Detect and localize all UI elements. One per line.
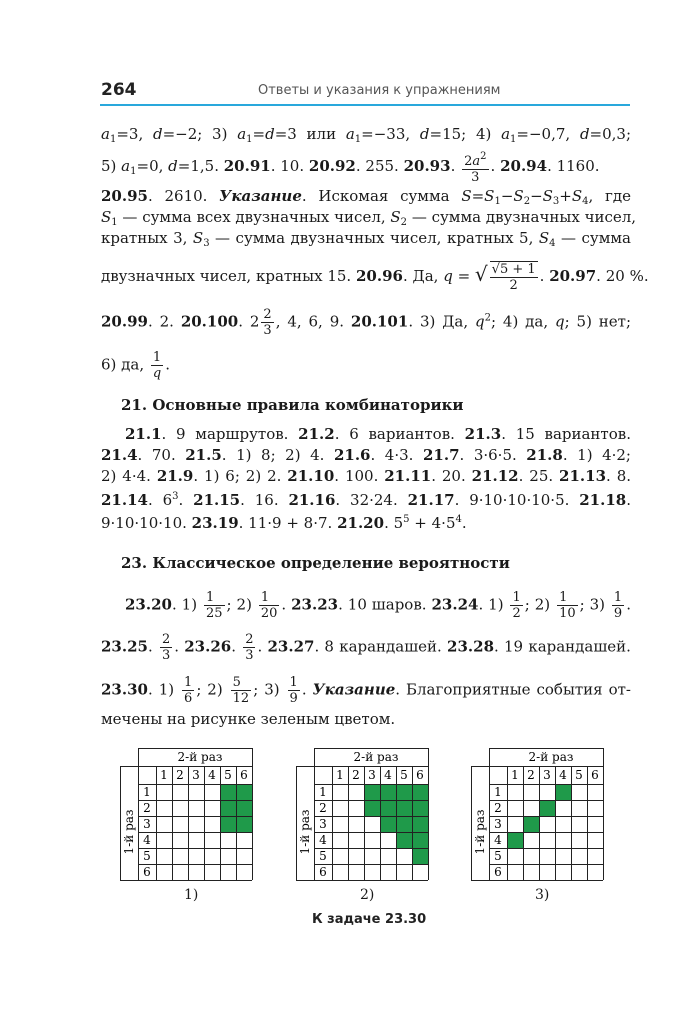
text-line: 23.20. 1) $\frac{1}{25}$ ; 2) $\frac{1}{20}$ . 23.23. 10 шаров. 23.24. 1) $\frac{1}{2}$ ; 2) $\frac{1}{10}$ ; 3) $\frac{1}{9}$ . [125,590,631,621]
row-number: 6 [494,865,502,879]
figure-label-1: 1) [184,887,199,903]
row-number: 2 [143,801,151,815]
row-number: 5 [494,849,502,863]
col-number: 2 [352,768,360,782]
text-line: кратных 3, $S_3$ — сумма двузначных чисел, кратных 5, $S_4$ — сумма [101,229,631,249]
row-header-label: 1-й раз [473,809,487,855]
favorable-cell [539,800,555,816]
figure-caption: К задаче 23.30 [312,912,427,927]
text-line: $S_1$ — сумма всех двузначных чисел, $S_2$ — сумма двузначных чисел, [101,208,637,228]
text-line: 6) да, $\frac{1}{q}$ . [101,350,170,381]
favorable-cell [396,832,412,848]
col-number: 1 [511,768,519,782]
row-number: 4 [143,833,151,847]
favorable-cell [364,800,380,816]
col-header-label: 2-й раз [528,750,574,764]
row-number: 1 [494,785,502,799]
page-number: 264 [101,80,137,100]
favorable-cell [396,816,412,832]
favorable-cell [380,784,396,800]
col-number: 6 [416,768,424,782]
text-line: 20.99. 2. 20.100. 2 $\frac{2}{3}$ , 4, 6, 9. 20.101. 3) Да, $q^2$; 4) да, q; 5) нет; [101,307,632,338]
row-number: 3 [494,817,502,831]
text-line: $a_1=3$, d=−2; 3) $a_1=d=3$ или $a_1=-33$, d=15; 4) $a_1=-0,7$, d=0,3; [101,125,632,145]
col-number: 3 [192,768,200,782]
running-header: Ответы и указания к упражнениям [258,83,501,98]
favorable-cell [380,816,396,832]
row-number: 4 [319,833,327,847]
row-header-label: 1-й раз [298,809,312,855]
text-line: 2) 4·4. 21.9. 1) 6; 2) 2. 21.10. 100. 21.11. 20. 21.12. 25. 21.13. 8. [101,467,632,485]
grid-3 [471,748,605,882]
col-number: 6 [591,768,599,782]
row-number: 2 [494,801,502,815]
col-header-label: 2-й раз [353,750,399,764]
col-number: 2 [176,768,184,782]
col-number: 5 [224,768,232,782]
col-number: 4 [559,768,567,782]
text-line: 21.1. 9 маршрутов. 21.2. 6 вариантов. 21.3. 15 вариантов. [125,425,631,443]
section-title-23: 23. Классическое определение вероятности [121,554,510,572]
favorable-cell [220,816,236,832]
header-rule [100,104,630,106]
favorable-cell [396,800,412,816]
col-number: 2 [527,768,535,782]
row-number: 3 [143,817,151,831]
favorable-cell [380,800,396,816]
col-header-label: 2-й раз [177,750,223,764]
row-number: 4 [494,833,502,847]
row-header-label: 1-й раз [122,809,136,855]
row-number: 1 [143,785,151,799]
text-line: 21.14. $6^3$. 21.15. 16. 21.16. 32·24. 21.17. 9·10·10·10·5. 21.18. [101,491,631,509]
col-number: 3 [543,768,551,782]
section-title-21: 21. Основные правила комбинаторики [121,396,464,414]
favorable-cell [555,784,571,800]
favorable-cell [396,784,412,800]
text-line: двузначных чисел, кратных 15. 20.96. Да, q = √ $\frac{√5 + 1}{2}$ . 20.97. 20 %. [101,262,649,293]
favorable-cell [412,816,428,832]
text-line: 23.30. 1) $\frac{1}{6}$ ; 2) $\frac{5}{12}$ ; 3) $\frac{1}{9}$ . Указание. Благоприятные события от- [101,675,631,706]
col-number: 3 [368,768,376,782]
col-number: 4 [208,768,216,782]
row-number: 3 [319,817,327,831]
favorable-cell [412,800,428,816]
favorable-cell [220,784,236,800]
text-line: 23.25. $\frac{2}{3}$ . 23.26. $\frac{2}{3}$ . 23.27. 8 карандашей. 23.28. 19 карандашей. [101,632,631,663]
outcome-grid-svg [296,748,430,882]
favorable-cell [236,784,252,800]
text-line: 20.95. 2610. Указание. Искомая сумма $S=S_1-S_2-S_3+S_4$, где [101,187,631,207]
row-number: 5 [143,849,151,863]
favorable-cell [412,848,428,864]
row-number: 5 [319,849,327,863]
favorable-cell [364,784,380,800]
favorable-cell [412,832,428,848]
row-number: 6 [143,865,151,879]
favorable-cell [523,816,539,832]
text-line: мечены на рисунке зеленым цветом. [101,710,396,728]
col-number: 5 [400,768,408,782]
outcome-grid-svg [120,748,254,882]
row-number: 2 [319,801,327,815]
text-line: 5) $a_1=0$, d=1,5. 20.91. 10. 20.92. 255. 20.93. $\frac{2a^2}{3}$ . 20.94. 1160. [101,151,600,185]
favorable-cell [507,832,523,848]
favorable-cell [236,816,252,832]
grid-2 [296,748,430,882]
col-number: 6 [240,768,248,782]
outcome-grid-svg [471,748,605,882]
col-number: 5 [575,768,583,782]
favorable-cell [220,800,236,816]
figure-label-2: 2) [360,887,375,903]
col-number: 1 [160,768,168,782]
favorable-cell [412,784,428,800]
row-number: 6 [319,865,327,879]
favorable-cell [236,800,252,816]
col-number: 4 [384,768,392,782]
text-line: 21.4. 70. 21.5. 1) 8; 2) 4. 21.6. 4·3. 21.7. 3·6·5. 21.8. 1) 4·2; [101,446,631,464]
grid-1 [120,748,254,882]
text-line: 9·10·10·10. 23.19. 11·9 + 8·7. 21.20. $5^5 + 4\cdot 5^4$. [101,514,467,532]
figure-label-3: 3) [535,887,550,903]
row-number: 1 [319,785,327,799]
col-number: 1 [336,768,344,782]
